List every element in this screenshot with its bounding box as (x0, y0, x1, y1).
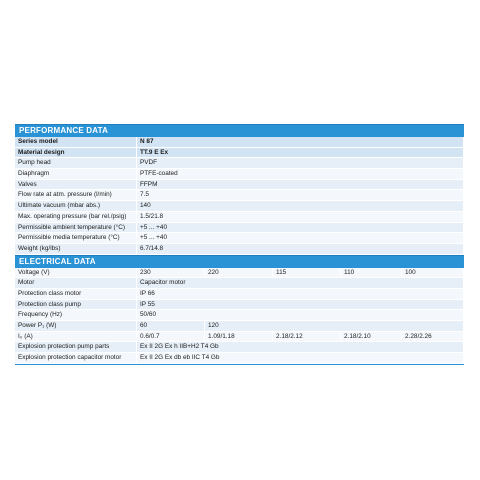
elec-label-motor: Motor (15, 278, 137, 289)
elec-power-2: 120 (205, 321, 464, 332)
perf-label-ambient-temp: Permissible ambient temperature (°C) (15, 223, 137, 234)
perf-value-material-design: TT.9 E Ex (137, 148, 464, 159)
elec-current-3: 2.18/2.12 (273, 332, 341, 343)
performance-data-header: PERFORMANCE DATA (15, 124, 464, 137)
elec-value-motor: Capacitor motor (137, 278, 464, 289)
perf-value-weight: 6.7/14.8 (137, 244, 464, 255)
elec-label-explosion-pump: Explosion protection pump parts (15, 342, 137, 353)
perf-label-weight: Weight (kg/lbs) (15, 244, 137, 255)
perf-label-diaphragm: Diaphragm (15, 169, 137, 180)
perf-label-valves: Valves (15, 180, 137, 191)
elec-label-current: I₀ (A) (15, 332, 137, 343)
elec-value-explosion-capacitor: Ex II 2G Ex db eb IIC T4 Gb (137, 353, 464, 364)
elec-label-protection-motor: Protection class motor (15, 289, 137, 300)
elec-label-power: Power P₁ (W) (15, 321, 137, 332)
perf-value-max-pressure: 1.5/21.8 (137, 212, 464, 223)
perf-value-series-model: N 87 (137, 137, 464, 148)
elec-value-explosion-pump: Ex II 2G Ex h IIB+H2 T4 Gb (137, 342, 464, 353)
elec-current-4: 2.18/2.10 (341, 332, 402, 343)
elec-label-frequency: Frequency (Hz) (15, 310, 137, 321)
elec-label-voltage: Voltage (V) (15, 268, 137, 279)
perf-value-pump-head: PVDF (137, 158, 464, 169)
perf-label-pump-head: Pump head (15, 158, 137, 169)
elec-current-2: 1.09/1.18 (205, 332, 273, 343)
elec-current-5: 2.28/2.26 (402, 332, 464, 343)
elec-value-frequency: 50/60 (137, 310, 464, 321)
perf-label-media-temp: Permissible media temperature (°C) (15, 233, 137, 244)
performance-table (15, 137, 464, 255)
perf-label-series-model: Series model (15, 137, 137, 148)
perf-value-diaphragm: PTFE-coated (137, 169, 464, 180)
elec-value-protection-motor: IP 66 (137, 289, 464, 300)
elec-label-explosion-capacitor: Explosion protection capacitor motor (15, 353, 137, 364)
elec-voltage-2: 220 (205, 268, 273, 279)
perf-value-media-temp: +5 ... +40 (137, 233, 464, 244)
elec-label-protection-pump: Protection class pump (15, 300, 137, 311)
elec-voltage-5: 100 (402, 268, 464, 279)
perf-label-flow-rate: Flow rate at atm. pressure (l/min) (15, 190, 137, 201)
perf-value-ambient-temp: +5 ... +40 (137, 223, 464, 234)
perf-label-material-design: Material design (15, 148, 137, 159)
elec-voltage-4: 110 (341, 268, 402, 279)
electrical-data-header: ELECTRICAL DATA (15, 255, 464, 268)
electrical-table (15, 268, 464, 364)
spec-sheet (15, 124, 464, 365)
elec-power-1: 60 (137, 321, 205, 332)
perf-value-valves: FFPM (137, 180, 464, 191)
elec-voltage-1: 230 (137, 268, 205, 279)
elec-voltage-3: 115 (273, 268, 341, 279)
perf-value-ultimate-vacuum: 140 (137, 201, 464, 212)
perf-label-ultimate-vacuum: Ultimate vacuum (mbar abs.) (15, 201, 137, 212)
perf-label-max-pressure: Max. operating pressure (bar rel./psig) (15, 212, 137, 223)
perf-value-flow-rate: 7.5 (137, 190, 464, 201)
elec-value-protection-pump: IP 55 (137, 300, 464, 311)
elec-current-1: 0.6/0.7 (137, 332, 205, 343)
table-bottom-rule (15, 364, 464, 365)
